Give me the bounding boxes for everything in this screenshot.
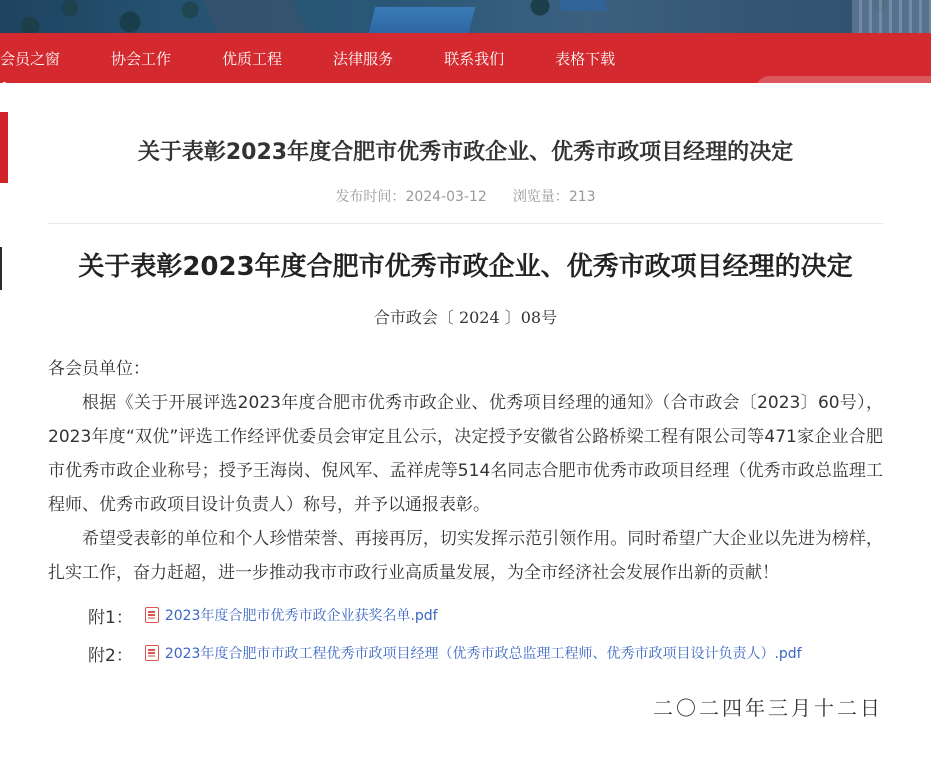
- views-value: 213: [568, 189, 596, 205]
- document-number: 合市政会〔 2024 〕08号: [373, 307, 558, 327]
- nav-item-member-window[interactable]: 会员之窗: [0, 49, 61, 68]
- attachment-1-link[interactable]: 2023年度合肥市优秀市政企业获奖名单.pdf: [164, 608, 438, 625]
- article-content: [0, 83, 931, 721]
- attachment-1-label: 附1：: [88, 607, 133, 628]
- views-label: 浏览量：: [512, 189, 569, 205]
- nav-item-contact-us[interactable]: 联系我们: [444, 49, 505, 68]
- header-divider: [48, 223, 883, 224]
- publish-time-label: 发布时间：: [335, 189, 406, 205]
- nav-item-quality-projects[interactable]: 优质工程: [222, 49, 283, 68]
- page-title: 关于表彰2023年度合肥市优秀市政企业、优秀市政项目经理的决定: [137, 140, 794, 165]
- nav-item-legal-services[interactable]: 法律服务: [333, 49, 394, 68]
- attachment-2-label: 附2：: [88, 645, 133, 666]
- paragraph-hope: 希望受表彰的单位和个人珍惜荣誉、再接再厉，切实发挥示范引领作用。同时希望广大企业以先进为榜样，扎实工作，奋力赶超，进一步推动我市市政行业高质量发展，为全市经济社会发展作出新的贡献！: [48, 528, 883, 583]
- attachment-2-link[interactable]: 2023年度合肥市市政工程优秀市政项目经理（优秀市政总监理工程师、优秀市政项目设计负责人）.pdf: [164, 646, 802, 663]
- pdf-icon: [145, 607, 159, 623]
- nav-item-association-work[interactable]: 协会工作: [111, 49, 172, 68]
- article-title: 关于表彰2023年度合肥市优秀市政企业、优秀市政项目经理的决定: [78, 252, 853, 282]
- main-nav: [0, 33, 931, 83]
- nav-item-form-downloads[interactable]: 表格下载: [555, 49, 616, 68]
- pdf-icon: [145, 645, 159, 661]
- header-banner-photo: [0, 0, 931, 33]
- photo-blue-tint: [0, 0, 931, 33]
- attachment-row-2: [48, 641, 883, 666]
- salutation: 各会员单位：: [48, 358, 150, 379]
- signature-date: 二〇二四年三月十二日: [653, 695, 883, 720]
- article-meta: [48, 186, 883, 206]
- article-body: [48, 352, 883, 590]
- attachments: [48, 603, 883, 666]
- publish-time-value: 2024-03-12: [405, 189, 487, 205]
- attachment-row-1: [48, 603, 883, 628]
- paragraph-decision: 根据《关于开展评选2023年度合肥市优秀市政企业、优秀项目经理的通知》（合市政会〔2023〕60号），2023年度“双优”评选工作经评优委员会审定且公示，决定授予安徽省公路桥梁工程有限公司等471家企业合肥市优秀市政企业称号；授予王海岗、倪风军、孟祥虎等514名同志合肥市优秀市政项目经理（优秀市政总监理工程师、优秀市政项目设计负责人）称号，并予以通报表彰。: [48, 392, 883, 515]
